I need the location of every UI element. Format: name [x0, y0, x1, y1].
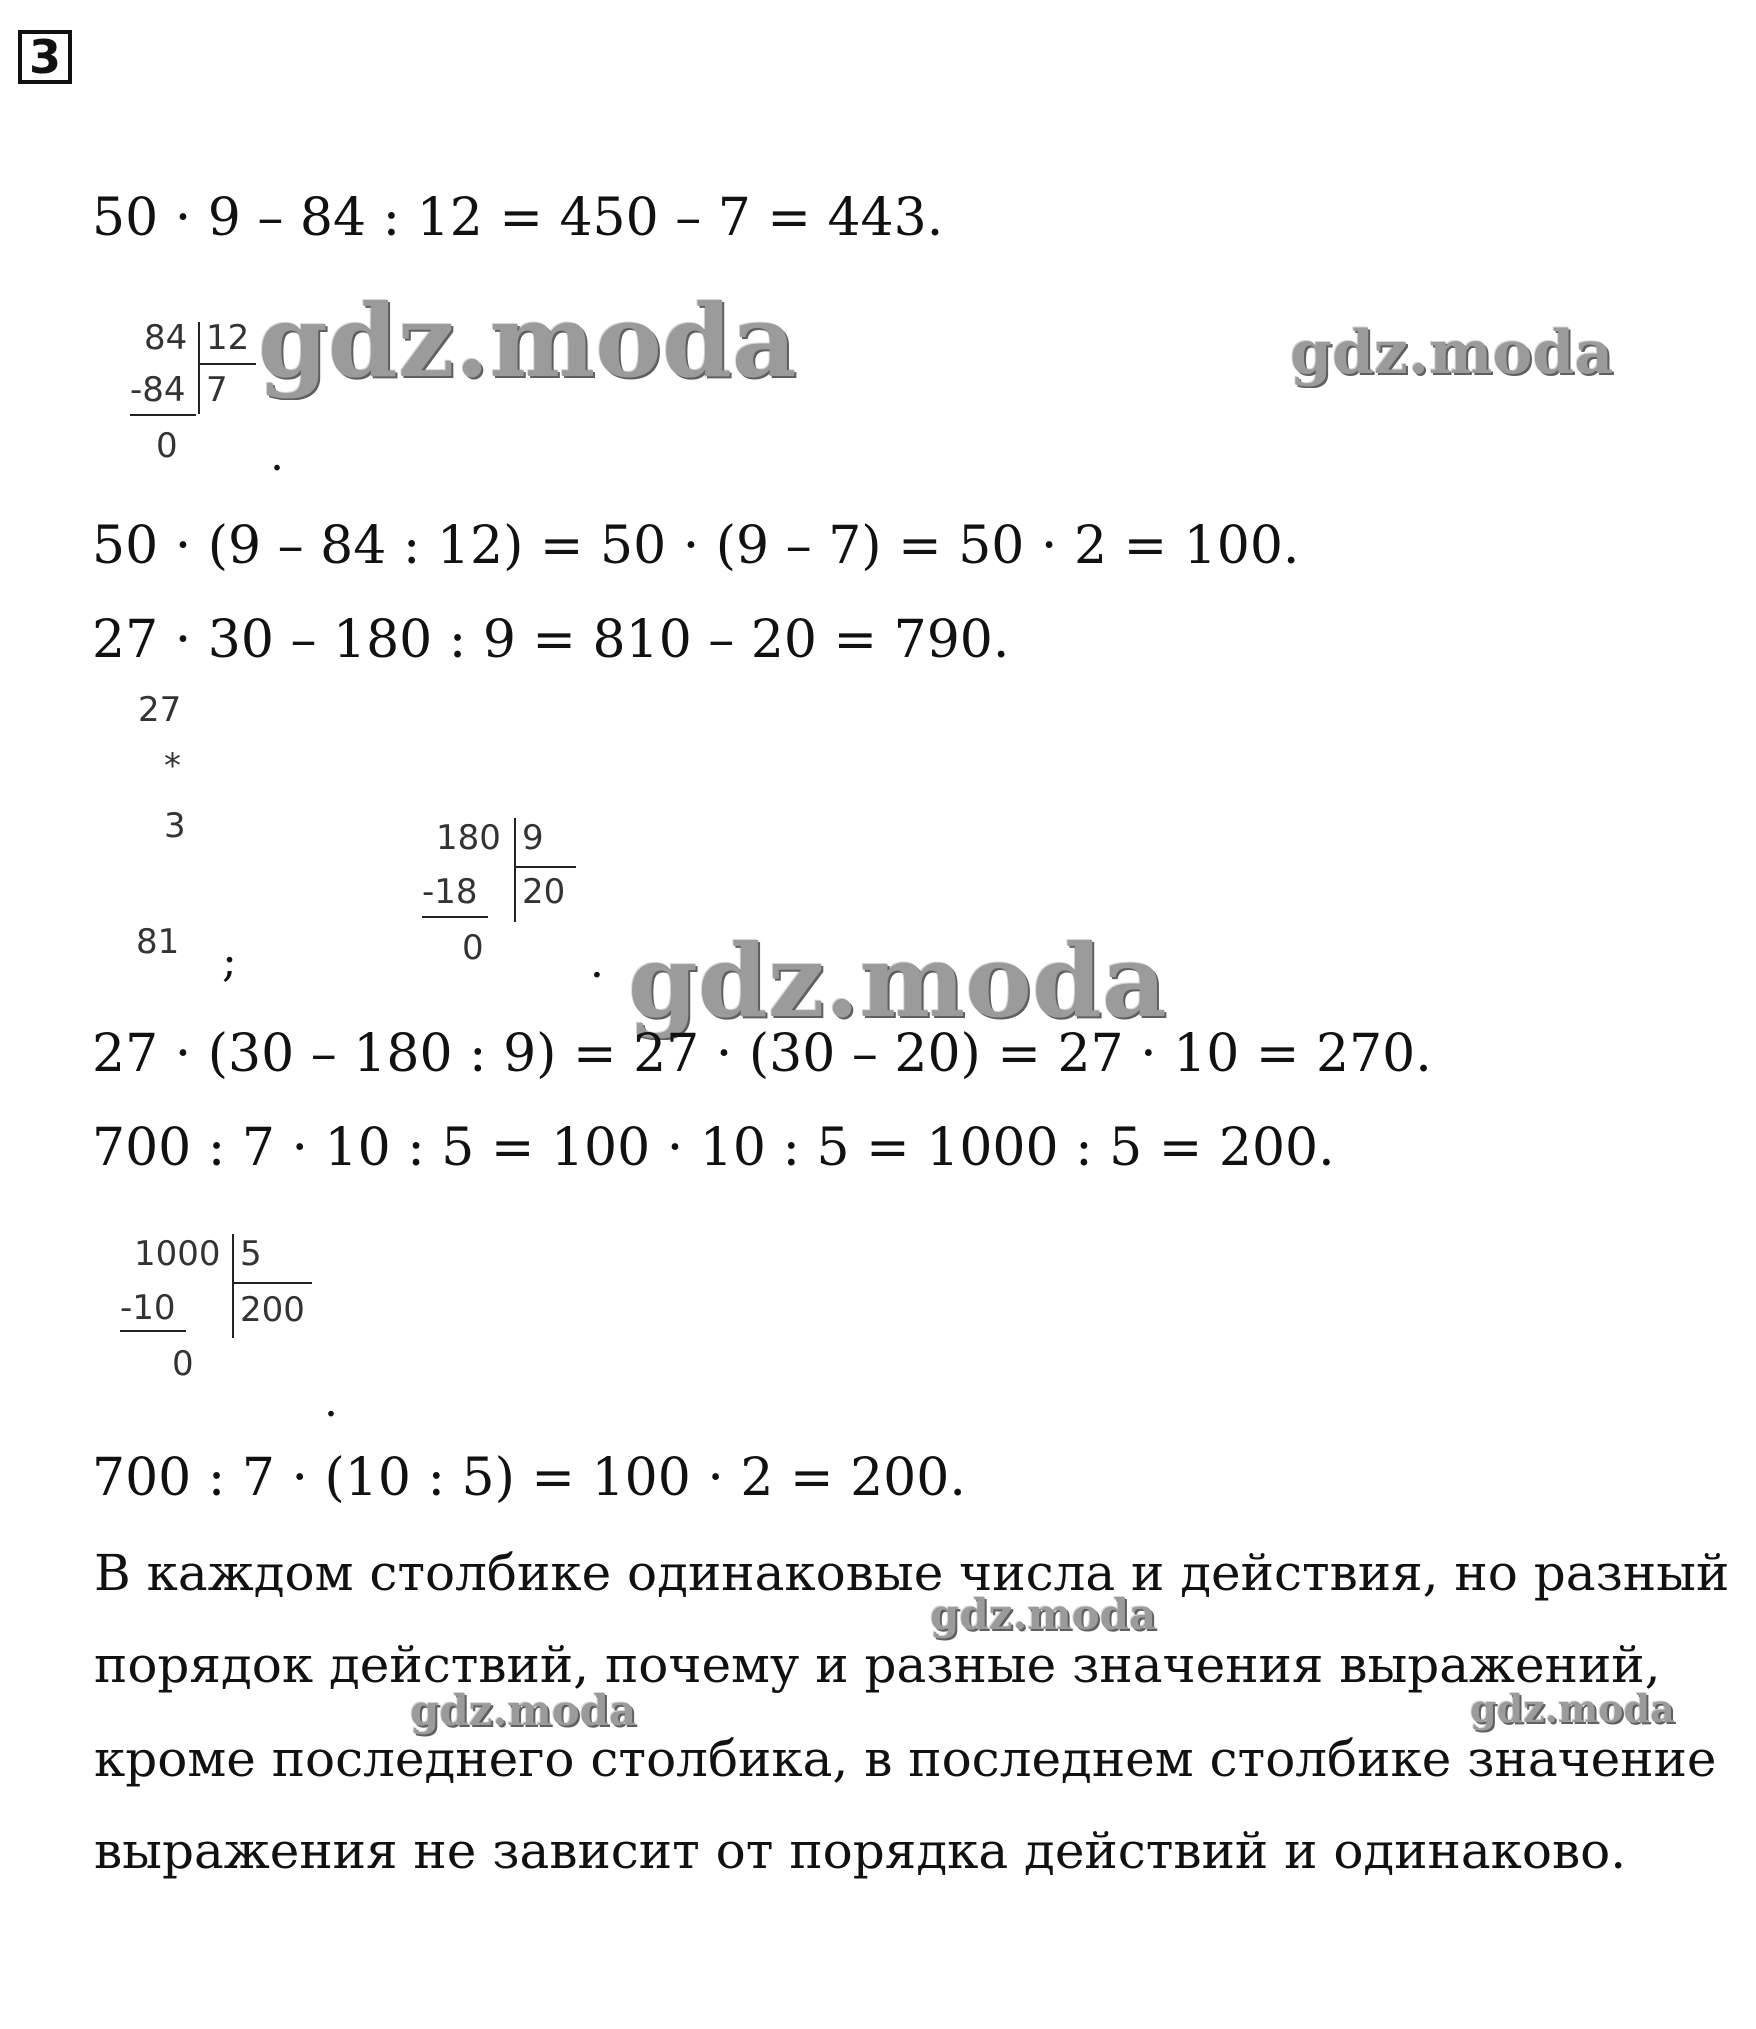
period: .: [324, 1376, 338, 1427]
subtraction-line: [130, 414, 196, 416]
conclusion-line-3: кроме последнего столбика, в последнем столбике значение: [94, 1730, 1717, 1788]
equation-4: 27 · (30 – 180 : 9) = 27 · (30 – 20) = 27 · 10 = 270.: [92, 1024, 1432, 1084]
operator: *: [164, 746, 181, 786]
quotient-line: [198, 363, 256, 365]
quotient: 200: [240, 1290, 305, 1330]
equation-2: 50 · (9 – 84 : 12) = 50 · (9 – 7) = 50 · 2 = 100.: [92, 516, 1300, 576]
conclusion-line-1: В каждом столбике одинаковые числа и действия, но разный: [94, 1544, 1730, 1602]
watermark: gdz.moda: [410, 1686, 637, 1735]
division-bar: [514, 818, 516, 922]
factor-a: 27: [138, 690, 182, 730]
divisor: 12: [206, 318, 250, 358]
subtrahend: -84: [130, 370, 186, 410]
equation-6: 700 : 7 · (10 : 5) = 100 · 2 = 200.: [92, 1448, 966, 1508]
equation-1: 50 · 9 – 84 : 12 = 450 – 7 = 443.: [92, 188, 944, 248]
semicolon: ;: [222, 936, 237, 987]
remainder: 0: [462, 928, 484, 968]
period: .: [270, 430, 284, 481]
quotient: 20: [522, 872, 566, 912]
quotient: 7: [206, 370, 228, 410]
remainder: 0: [172, 1344, 194, 1384]
dividend: 180: [436, 818, 501, 858]
watermark: gdz.moda: [930, 1590, 1157, 1639]
watermark: gdz.moda: [258, 282, 797, 400]
quotient-line: [232, 1282, 312, 1284]
task-number-box: 3: [18, 30, 72, 84]
watermark: gdz.moda: [1470, 1686, 1675, 1731]
subtrahend: -10: [120, 1288, 176, 1328]
division-bar: [232, 1234, 234, 1338]
quotient-line: [514, 866, 576, 868]
divisor: 9: [522, 818, 544, 858]
remainder: 0: [156, 426, 178, 466]
equation-3: 27 · 30 – 180 : 9 = 810 – 20 = 790.: [92, 610, 1010, 670]
dividend: 1000: [134, 1234, 221, 1274]
subtraction-line: [120, 1330, 186, 1332]
conclusion-line-2: порядок действий, почему и разные значения выражений,: [94, 1636, 1661, 1694]
dividend: 84: [144, 318, 188, 358]
subtrahend: -18: [422, 872, 478, 912]
product: 81: [136, 922, 180, 962]
factor-b: 3: [164, 806, 186, 846]
period: ·: [590, 950, 604, 1001]
subtraction-line: [422, 916, 488, 918]
division-bar: [198, 322, 200, 414]
watermark: gdz.moda: [1290, 318, 1614, 388]
conclusion-line-4: выражения не зависит от порядка действий и одинаково.: [94, 1822, 1627, 1880]
divisor: 5: [240, 1234, 262, 1274]
watermark: gdz.moda: [628, 922, 1167, 1040]
equation-5: 700 : 7 · 10 : 5 = 100 · 10 : 5 = 1000 : 5 = 200.: [92, 1118, 1335, 1178]
